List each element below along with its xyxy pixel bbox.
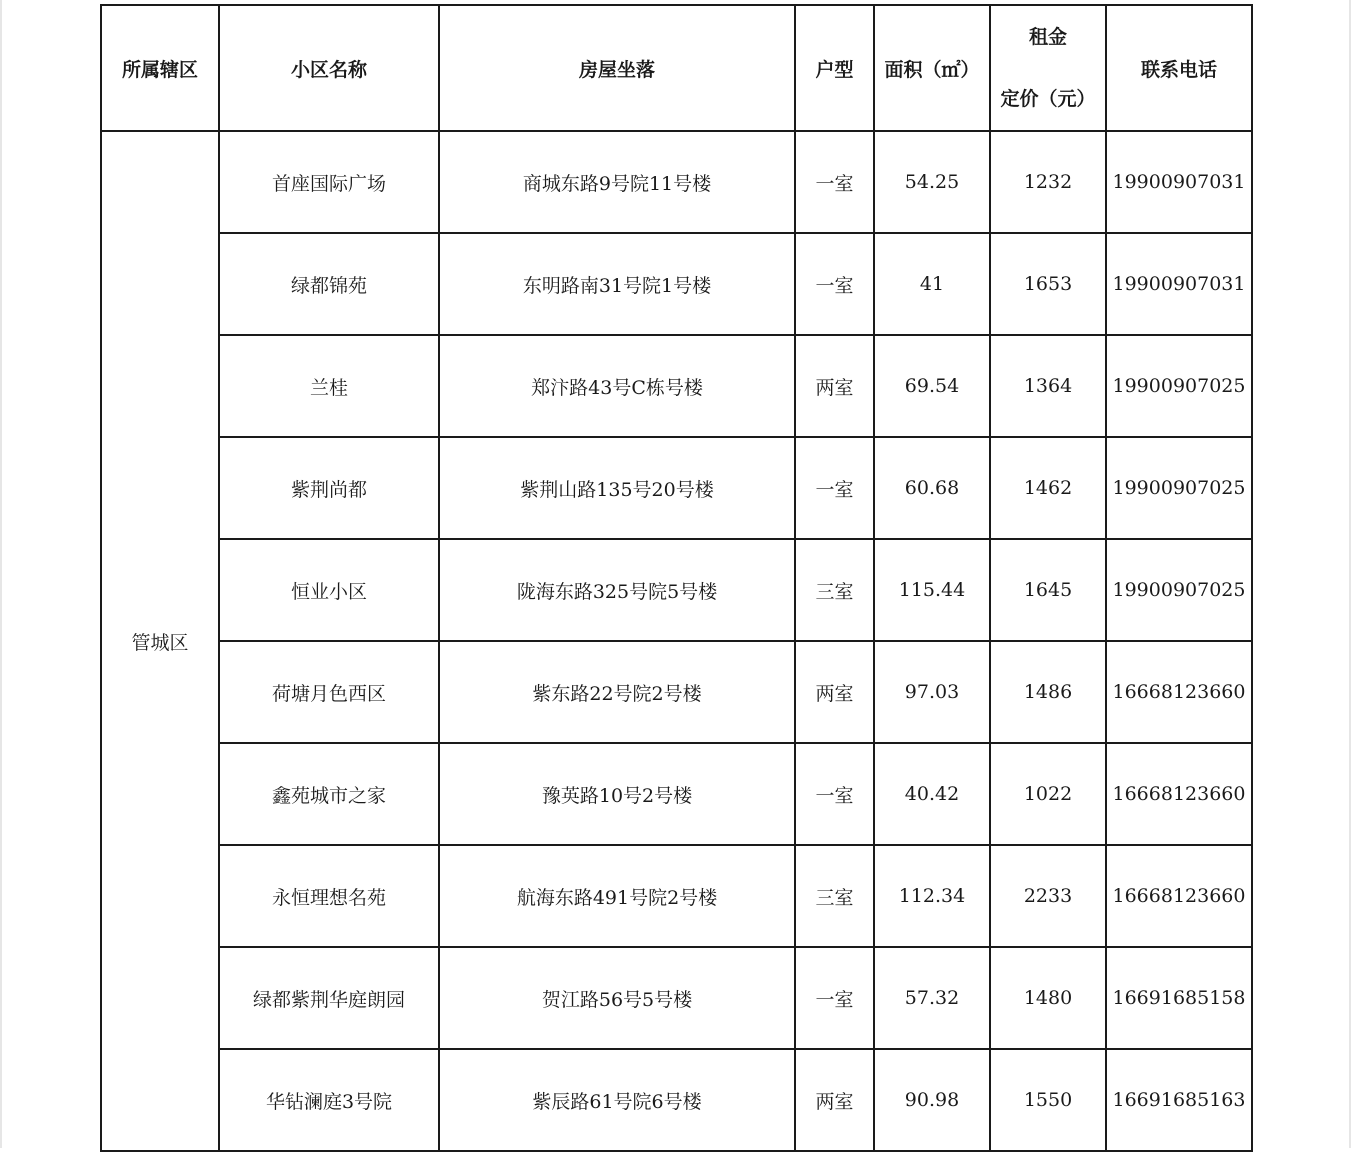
- layout-cell: 一室: [795, 131, 874, 233]
- table-row: [101, 845, 1252, 947]
- layout-cell: 一室: [795, 743, 874, 845]
- community-cell: 华钻澜庭3号院: [219, 1049, 439, 1151]
- community-cell: 首座国际广场: [219, 131, 439, 233]
- phone-cell: 16668123660: [1106, 743, 1252, 845]
- layout-cell: 一室: [795, 947, 874, 1049]
- rent-cell: 1645: [990, 539, 1106, 641]
- rent-cell: 1550: [990, 1049, 1106, 1151]
- phone-cell: 19900907031: [1106, 131, 1252, 233]
- area-cell: 115.44: [874, 539, 990, 641]
- address-cell: 郑汴路43号C栋号楼: [439, 335, 795, 437]
- table-row: [101, 233, 1252, 335]
- area-cell: 90.98: [874, 1049, 990, 1151]
- community-cell: 鑫苑城市之家: [219, 743, 439, 845]
- district-cell: 管城区: [101, 131, 219, 1151]
- table-row: [101, 131, 1252, 233]
- header-rent-line1: 租金: [1028, 26, 1067, 48]
- layout-cell: 三室: [795, 845, 874, 947]
- header-district: 所属辖区: [101, 5, 219, 131]
- address-cell: 豫英路10号2号楼: [439, 743, 795, 845]
- header-phone: 联系电话: [1106, 5, 1252, 131]
- community-cell: 兰桂: [219, 335, 439, 437]
- rent-cell: 1486: [990, 641, 1106, 743]
- community-cell: 紫荆尚都: [219, 437, 439, 539]
- area-cell: 54.25: [874, 131, 990, 233]
- header-rent-line2: 定价（元）: [1000, 88, 1096, 110]
- header-address: 房屋坐落: [439, 5, 795, 131]
- rent-cell: 1653: [990, 233, 1106, 335]
- layout-cell: 两室: [795, 335, 874, 437]
- area-cell: 97.03: [874, 641, 990, 743]
- table-row: [101, 947, 1252, 1049]
- community-cell: 荷塘月色西区: [219, 641, 439, 743]
- layout-cell: 一室: [795, 233, 874, 335]
- address-cell: 航海东路491号院2号楼: [439, 845, 795, 947]
- phone-cell: 19900907025: [1106, 539, 1252, 641]
- layout-cell: 一室: [795, 437, 874, 539]
- phone-cell: 16691685163: [1106, 1049, 1252, 1151]
- address-cell: 陇海东路325号院5号楼: [439, 539, 795, 641]
- community-cell: 绿都紫荆华庭朗园: [219, 947, 439, 1049]
- rent-cell: 1462: [990, 437, 1106, 539]
- phone-cell: 19900907025: [1106, 335, 1252, 437]
- table-row: [101, 743, 1252, 845]
- phone-cell: 16668123660: [1106, 641, 1252, 743]
- phone-cell: 16691685158: [1106, 947, 1252, 1049]
- page-edge-left: [0, 0, 2, 1148]
- rent-cell: 2233: [990, 845, 1106, 947]
- phone-cell: 19900907025: [1106, 437, 1252, 539]
- area-cell: 112.34: [874, 845, 990, 947]
- table-row: [101, 335, 1252, 437]
- community-cell: 恒业小区: [219, 539, 439, 641]
- rent-cell: 1364: [990, 335, 1106, 437]
- rent-cell: 1232: [990, 131, 1106, 233]
- layout-cell: 两室: [795, 1049, 874, 1151]
- phone-cell: 19900907031: [1106, 233, 1252, 335]
- housing-table: [100, 4, 1253, 1152]
- header-row: [101, 5, 1252, 131]
- area-cell: 41: [874, 233, 990, 335]
- community-cell: 永恒理想名苑: [219, 845, 439, 947]
- header-area: 面积（㎡）: [874, 5, 990, 131]
- rent-cell: 1480: [990, 947, 1106, 1049]
- table-row: [101, 539, 1252, 641]
- address-cell: 商城东路9号院11号楼: [439, 131, 795, 233]
- address-cell: 贺江路56号5号楼: [439, 947, 795, 1049]
- area-cell: 60.68: [874, 437, 990, 539]
- header-community: 小区名称: [219, 5, 439, 131]
- phone-cell: 16668123660: [1106, 845, 1252, 947]
- address-cell: 紫荆山路135号20号楼: [439, 437, 795, 539]
- community-cell: 绿都锦苑: [219, 233, 439, 335]
- address-cell: 紫东路22号院2号楼: [439, 641, 795, 743]
- table-body: [101, 131, 1252, 1151]
- header-layout: 户型: [795, 5, 874, 131]
- table-row: [101, 437, 1252, 539]
- header-rent: [990, 5, 1106, 131]
- area-cell: 57.32: [874, 947, 990, 1049]
- layout-cell: 两室: [795, 641, 874, 743]
- table-row: [101, 641, 1252, 743]
- area-cell: 40.42: [874, 743, 990, 845]
- layout-cell: 三室: [795, 539, 874, 641]
- rent-cell: 1022: [990, 743, 1106, 845]
- address-cell: 东明路南31号院1号楼: [439, 233, 795, 335]
- table-row: [101, 1049, 1252, 1151]
- area-cell: 69.54: [874, 335, 990, 437]
- address-cell: 紫辰路61号院6号楼: [439, 1049, 795, 1151]
